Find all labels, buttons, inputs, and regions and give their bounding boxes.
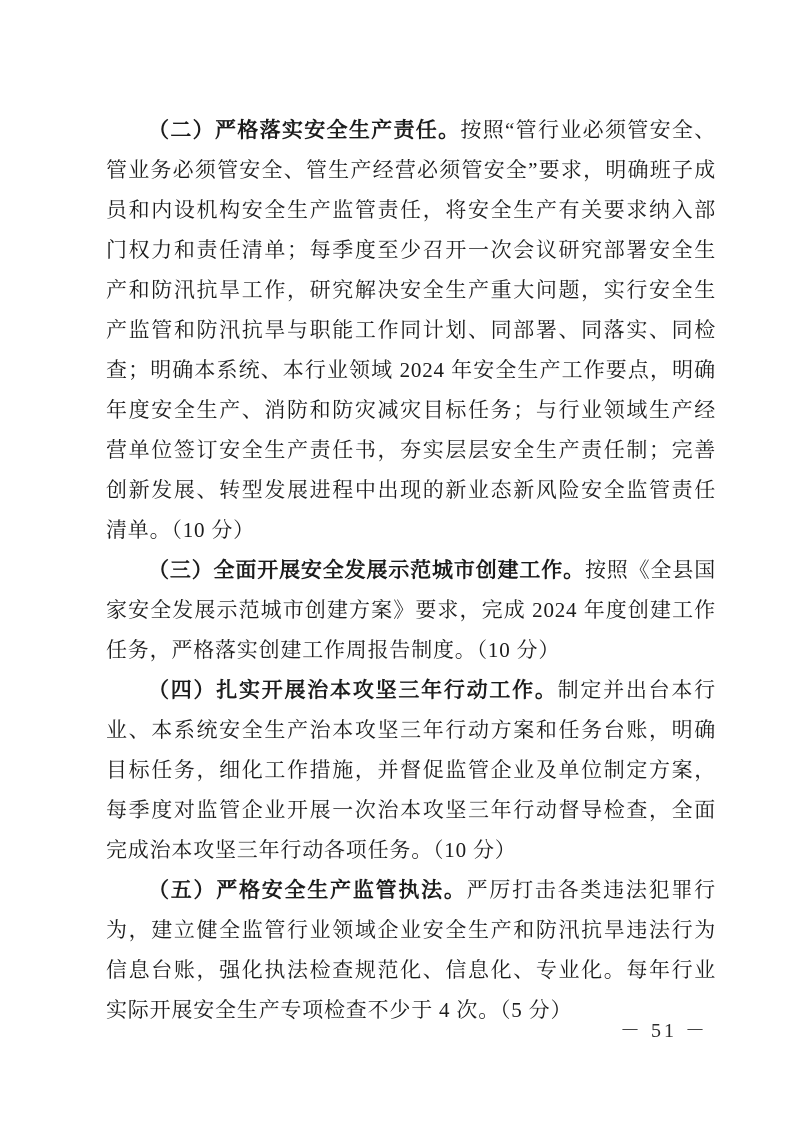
paragraph-lead: （五）严格安全生产监管执法。: [148, 878, 467, 902]
page-number: － 51 －: [620, 1020, 708, 1042]
paragraph-item-2: [106, 110, 716, 550]
paragraph-item-5: [106, 870, 716, 1030]
paragraph-lead: （二）严格落实安全生产责任。: [148, 118, 461, 142]
paragraph-text: 严厉打击各类违法犯罪行为，建立健全监管行业领域企业安全生产和防汛抗旱违法行为信息台账，强化执法检查规范化、信息化、专业化。每年行业实际开展安全生产专项检查不少于 4 次。（5 分）: [106, 878, 716, 1022]
paragraph-text: 按照《全县国家安全发展示范城市创建方案》要求，完成 2024 年度创建工作任务，严格落实创建工作周报告制度。（10 分）: [106, 558, 716, 662]
paragraph-item-4: [106, 670, 716, 870]
paragraph-lead: （四）扎实开展治本攻坚三年行动工作。: [148, 678, 558, 702]
paragraph-lead: （三）全面开展安全发展示范城市创建工作。: [148, 558, 585, 582]
paragraph-text: 按照“管行业必须管安全、管业务必须管安全、管生产经营必须管安全”要求，明确班子成员和内设机构安全生产监管责任，将安全生产有关要求纳入部门权力和责任清单；每季度至少召开一次会议研究部署安全生产和防汛抗旱工作，研究解决安全生产重大问题，实行安全生产监管和防汛抗旱与职能工作同计划、同部署、同落实、同检查；明确本系统、本行业领域 2024 年安全生产工作要点，明确年度安全生产、消防和防灾减灾目标任务；与行业领域生产经营单位签订安全生产责任书，夯实层层安全生产责任制；完善创新发展、转型发展进程中出现的新业态新风险安全监管责任清单。（10 分）: [106, 118, 717, 542]
paragraph-item-3: [106, 550, 716, 670]
paragraph-text: 制定并出台本行业、本系统安全生产治本攻坚三年行动方案和任务台账，明确目标任务，细化工作措施，并督促监管企业及单位制定方案，每季度对监管企业开展一次治本攻坚三年行动督导检查，全面完成治本攻坚三年行动各项任务。（10 分）: [106, 678, 716, 862]
document-body: [106, 110, 716, 1030]
